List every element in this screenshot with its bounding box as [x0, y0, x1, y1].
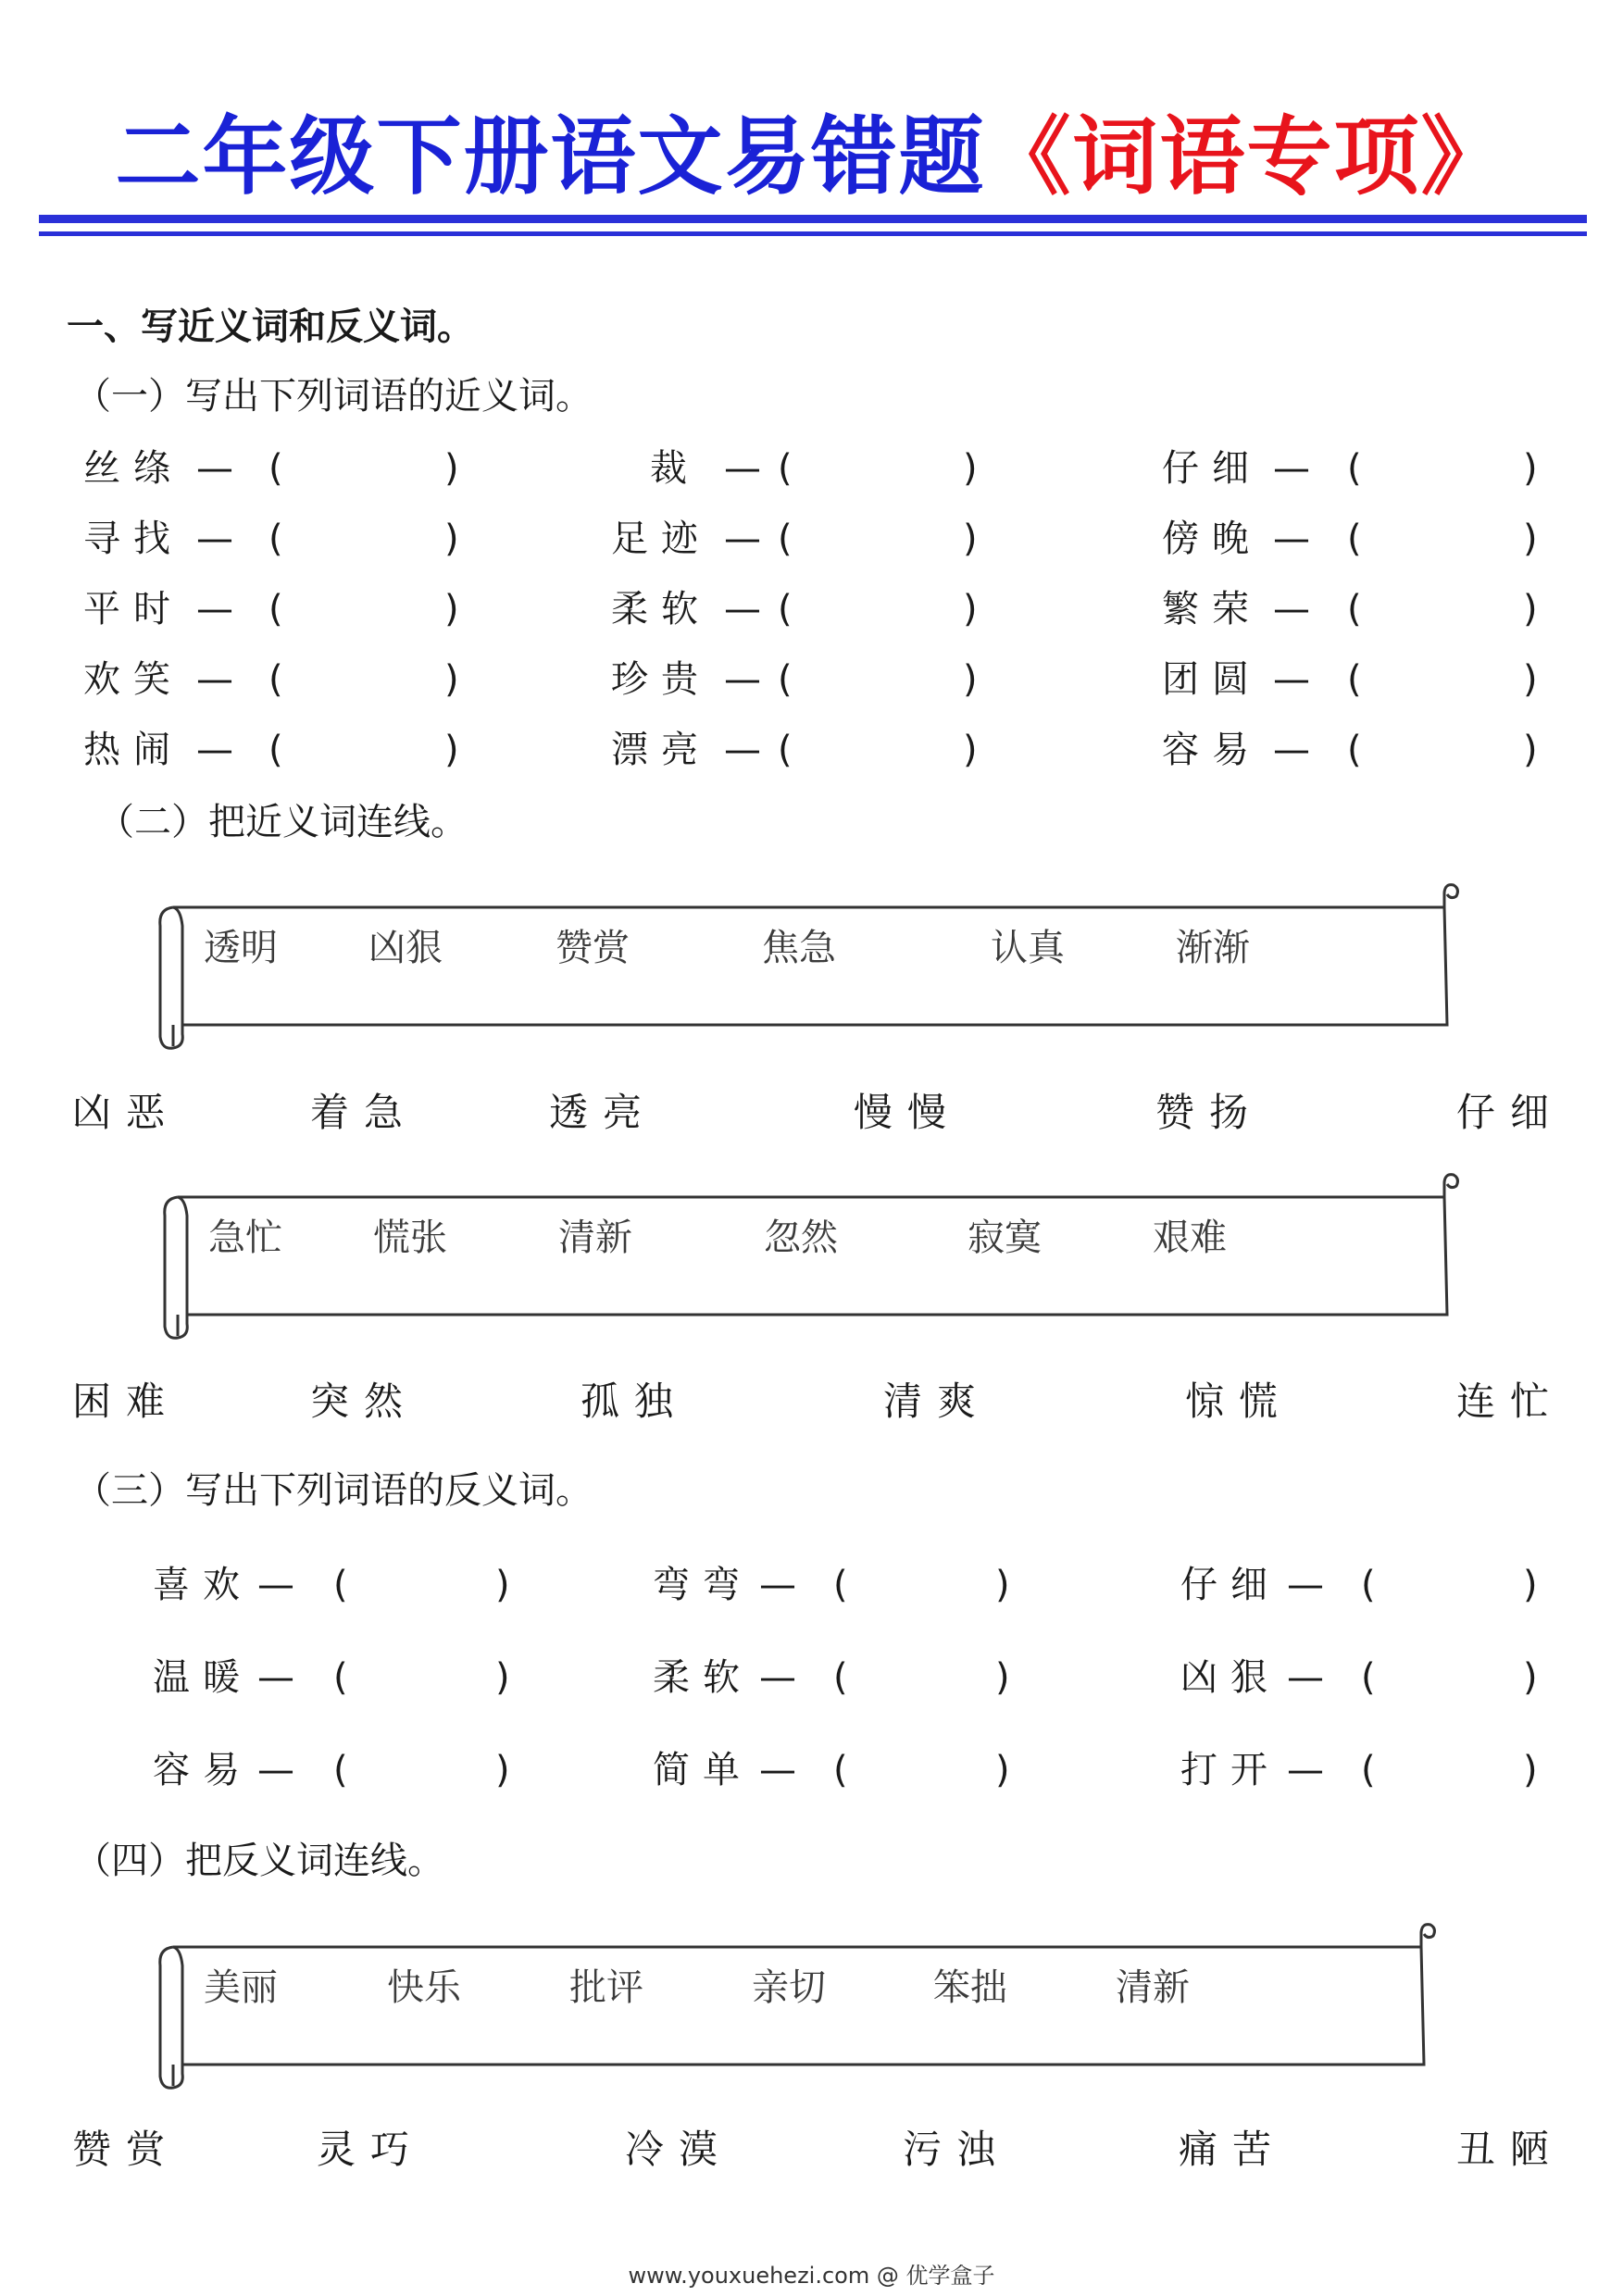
scroll3-word: 笨拙 — [933, 1966, 1007, 2009]
dash-separator: — — [1273, 447, 1310, 490]
answer-blank-open[interactable]: ( — [778, 588, 793, 630]
answer-blank-open[interactable]: ( — [833, 1656, 848, 1699]
match3-word: 痛苦 — [1179, 2127, 1287, 2172]
part2-heading: （二）把近义词连线。 — [97, 801, 468, 843]
answer-blank-open[interactable]: ( — [1347, 588, 1362, 630]
answer-blank-open[interactable]: ( — [268, 729, 283, 771]
synonym-row — [0, 441, 1623, 496]
antonym-prompt-word: 温暖 — [153, 1656, 253, 1699]
scroll3-word: 清新 — [1116, 1966, 1190, 2009]
scroll2-word: 艰难 — [1153, 1217, 1227, 1259]
dash-separator: — — [196, 729, 233, 771]
answer-blank-close[interactable]: ) — [995, 1749, 1010, 1791]
dash-separator: — — [759, 1749, 796, 1791]
answer-blank-open[interactable]: ( — [1347, 658, 1362, 701]
synonym-row — [0, 722, 1623, 778]
answer-blank-close[interactable]: ) — [995, 1656, 1010, 1699]
answer-blank-close[interactable]: ) — [495, 1749, 510, 1791]
answer-blank-close[interactable]: ) — [1523, 1749, 1538, 1791]
match1-word: 仔细 — [1456, 1090, 1565, 1135]
answer-blank-open[interactable]: ( — [333, 1749, 348, 1791]
answer-blank-open[interactable]: ( — [1361, 1564, 1376, 1606]
synonym-prompt-word: 容易 — [1162, 729, 1262, 771]
answer-blank-open[interactable]: ( — [1361, 1656, 1376, 1699]
answer-blank-open[interactable]: ( — [778, 729, 793, 771]
synonym-prompt-word: 团圆 — [1162, 658, 1262, 701]
dash-separator: — — [1273, 658, 1310, 701]
dash-separator: — — [724, 588, 761, 630]
scroll1-word: 赞赏 — [556, 927, 630, 969]
antonym-prompt-word: 柔软 — [653, 1656, 753, 1699]
match3-word: 赞赏 — [72, 2127, 181, 2172]
antonym-row — [0, 1557, 1623, 1613]
synonym-row — [0, 581, 1623, 637]
synonym-prompt-word: 丝绦 — [83, 447, 183, 490]
dash-separator: — — [196, 658, 233, 701]
synonym-prompt-word: 仔细 — [1162, 447, 1262, 490]
scroll1-word: 渐渐 — [1176, 927, 1250, 969]
answer-blank-open[interactable]: ( — [268, 447, 283, 490]
part3-heading: （三）写出下列词语的反义词。 — [74, 1469, 593, 1512]
scroll1-word: 透明 — [204, 927, 278, 969]
dash-separator: — — [196, 447, 233, 490]
antonym-prompt-word: 凶狠 — [1180, 1656, 1280, 1699]
antonym-prompt-word: 容易 — [153, 1749, 253, 1791]
match2-word: 突然 — [310, 1379, 418, 1424]
page-title — [0, 97, 1623, 218]
scroll3-word: 快乐 — [387, 1966, 461, 2009]
answer-blank-open[interactable]: ( — [268, 588, 283, 630]
scroll2-word: 寂寞 — [968, 1217, 1042, 1259]
dash-separator: — — [257, 1564, 294, 1606]
match2-word: 困难 — [72, 1379, 181, 1424]
section-heading: 一、写近义词和反义词。 — [67, 305, 474, 348]
dash-separator: — — [1273, 729, 1310, 771]
antonym-prompt-word: 喜欢 — [153, 1564, 253, 1606]
answer-blank-open[interactable]: ( — [333, 1656, 348, 1699]
answer-blank-close[interactable]: ) — [1523, 1564, 1538, 1606]
synonym-prompt-word: 繁荣 — [1162, 588, 1262, 630]
scroll2-word: 急忙 — [208, 1217, 282, 1259]
match-words-3 — [0, 2122, 1623, 2177]
title-rule-thick — [39, 215, 1587, 223]
answer-blank-close[interactable]: ) — [963, 447, 978, 490]
scroll-banner-1 — [153, 881, 1463, 1053]
answer-blank-close[interactable]: ) — [444, 447, 459, 490]
answer-blank-close[interactable]: ) — [1523, 1656, 1538, 1699]
synonym-prompt-word: 裁 — [650, 447, 700, 490]
synonym-row — [0, 652, 1623, 707]
answer-blank-close[interactable]: ) — [1523, 447, 1538, 490]
scroll2-word: 忽然 — [764, 1217, 838, 1259]
title-accent: 《词语专项》 — [985, 107, 1508, 206]
scroll2-word: 清新 — [558, 1217, 632, 1259]
answer-blank-open[interactable]: ( — [778, 658, 793, 701]
title-rule-thin — [39, 231, 1587, 236]
dash-separator: — — [724, 447, 761, 490]
answer-blank-close[interactable]: ) — [1523, 729, 1538, 771]
dash-separator: — — [1273, 588, 1310, 630]
dash-separator: — — [257, 1749, 294, 1791]
scroll2-word: 慌张 — [373, 1217, 447, 1259]
scroll3-word: 亲切 — [752, 1966, 826, 2009]
dash-separator: — — [196, 588, 233, 630]
scroll3-word: 美丽 — [204, 1966, 278, 2009]
answer-blank-close[interactable]: ) — [444, 518, 459, 560]
part1-heading: （一）写出下列词语的近义词。 — [74, 375, 593, 418]
match2-word: 清爽 — [883, 1379, 992, 1424]
answer-blank-close[interactable]: ) — [1523, 588, 1538, 630]
answer-blank-open[interactable]: ( — [1347, 729, 1362, 771]
synonym-prompt-word: 平时 — [83, 588, 183, 630]
match3-word: 污浊 — [903, 2127, 1011, 2172]
answer-blank-open[interactable]: ( — [778, 447, 793, 490]
answer-blank-close[interactable]: ) — [495, 1656, 510, 1699]
answer-blank-close[interactable]: ) — [1523, 518, 1538, 560]
synonym-prompt-word: 足迹 — [611, 518, 711, 560]
footer-watermark: www.youxuehezi.com @ 优学盒子 — [628, 2263, 995, 2289]
synonym-prompt-word: 热闹 — [83, 729, 183, 771]
scroll-banner-2 — [157, 1171, 1463, 1342]
part4-heading: （四）把反义词连线。 — [74, 1840, 444, 1882]
match1-word: 慢慢 — [854, 1090, 962, 1135]
antonym-row — [0, 1742, 1623, 1798]
answer-blank-close[interactable]: ) — [444, 729, 459, 771]
match1-word: 赞扬 — [1155, 1090, 1264, 1135]
answer-blank-open[interactable]: ( — [833, 1564, 848, 1606]
match2-word: 惊慌 — [1185, 1379, 1293, 1424]
dash-separator: — — [196, 518, 233, 560]
answer-blank-open[interactable]: ( — [778, 518, 793, 560]
scroll1-word: 认真 — [991, 927, 1065, 969]
scroll-banner-3 — [153, 1921, 1440, 2092]
answer-blank-close[interactable]: ) — [495, 1564, 510, 1606]
dash-separator: — — [1287, 1564, 1324, 1606]
answer-blank-open[interactable]: ( — [333, 1564, 348, 1606]
match3-word: 丑陋 — [1456, 2127, 1565, 2172]
dash-separator: — — [1287, 1749, 1324, 1791]
answer-blank-close[interactable]: ) — [963, 658, 978, 701]
answer-blank-open[interactable]: ( — [1347, 518, 1362, 560]
answer-blank-close[interactable]: ) — [963, 588, 978, 630]
match1-word: 凶恶 — [72, 1090, 181, 1135]
scroll1-word: 凶狠 — [368, 927, 443, 969]
answer-blank-close[interactable]: ) — [1523, 658, 1538, 701]
antonym-prompt-word: 打开 — [1180, 1749, 1280, 1791]
answer-blank-open[interactable]: ( — [268, 658, 283, 701]
synonym-prompt-word: 漂亮 — [611, 729, 711, 771]
dash-separator: — — [257, 1656, 294, 1699]
match3-word: 灵巧 — [317, 2127, 425, 2172]
antonym-prompt-word: 仔细 — [1180, 1564, 1280, 1606]
match-words-2 — [0, 1374, 1623, 1429]
antonym-prompt-word: 简单 — [653, 1749, 753, 1791]
answer-blank-close[interactable]: ) — [963, 518, 978, 560]
match1-word: 透亮 — [549, 1090, 657, 1135]
scroll1-word: 焦急 — [762, 927, 836, 969]
dash-separator: — — [1287, 1656, 1324, 1699]
answer-blank-open[interactable]: ( — [268, 518, 283, 560]
dash-separator: — — [724, 518, 761, 560]
synonym-prompt-word: 珍贵 — [611, 658, 711, 701]
synonym-prompt-word: 傍晚 — [1162, 518, 1262, 560]
answer-blank-close[interactable]: ) — [963, 729, 978, 771]
dash-separator: — — [724, 729, 761, 771]
answer-blank-close[interactable]: ) — [995, 1564, 1010, 1606]
title-main: 二年级下册语文易错题 — [115, 107, 986, 206]
answer-blank-close[interactable]: ) — [444, 658, 459, 701]
synonym-prompt-word: 欢笑 — [83, 658, 183, 701]
dash-separator: — — [1273, 518, 1310, 560]
dash-separator: — — [759, 1564, 796, 1606]
synonym-prompt-word: 柔软 — [611, 588, 711, 630]
antonym-prompt-word: 弯弯 — [653, 1564, 753, 1606]
scroll3-word: 批评 — [569, 1966, 643, 2009]
match2-word: 孤独 — [581, 1379, 689, 1424]
dash-separator: — — [724, 658, 761, 701]
answer-blank-open[interactable]: ( — [1347, 447, 1362, 490]
answer-blank-open[interactable]: ( — [1361, 1749, 1376, 1791]
synonym-prompt-word: 寻找 — [83, 518, 183, 560]
antonym-row — [0, 1650, 1623, 1705]
dash-separator: — — [759, 1656, 796, 1699]
match-words-1 — [0, 1085, 1623, 1141]
match1-word: 着急 — [310, 1090, 418, 1135]
answer-blank-close[interactable]: ) — [444, 588, 459, 630]
match2-word: 连忙 — [1456, 1379, 1565, 1424]
answer-blank-open[interactable]: ( — [833, 1749, 848, 1791]
match3-word: 冷漠 — [625, 2127, 733, 2172]
synonym-row — [0, 511, 1623, 567]
